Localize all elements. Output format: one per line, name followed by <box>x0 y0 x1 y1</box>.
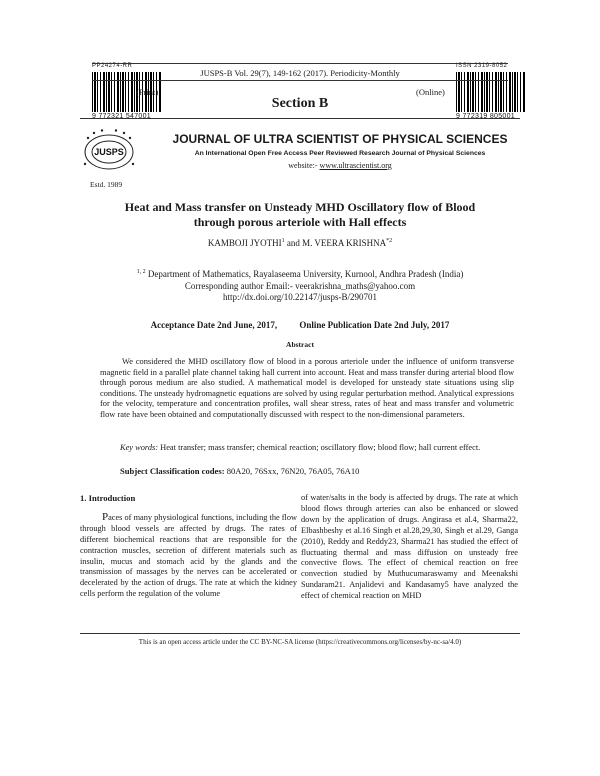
body-column-right <box>301 493 518 602</box>
author-1-affil-mark: 1 <box>281 238 285 244</box>
print-label: (Print) <box>136 87 159 97</box>
header-rule-top <box>92 63 508 64</box>
keywords <box>120 443 514 454</box>
paper-title <box>100 200 500 230</box>
author-list <box>100 238 500 248</box>
affiliation-block <box>100 267 500 304</box>
keywords-label: Key words: <box>120 443 159 452</box>
print-barcode-number: 9 772321 547001 <box>92 113 151 120</box>
journal-logo <box>80 128 138 174</box>
introduction-continued: of water/salts in the body is affected by drugs. The rate at which blood flows through arteries can also be enhanced or slowed down by the application of drugs. Angirasa et al.4, Sharma22, Elbashbeshy et al.16 Singh et al.28,29,30, Singh et al.29, Ganga (2010), Reddy and Reddy23, Sharma21 has studied the effect of fluctuating thermal and mass diffusion on unsteady free convective flows. The effect of chemical reaction on free convection studied by Muthucumaraswamy and Meenakshi Sundaram21. Anjalidevi and Kandasamy5 have analyzed the effect of chemical reaction on MHD <box>301 493 518 601</box>
introduction-paragraph: Paces of many physiological functions, including the flow through blood vessels are affected by drugs. The rates of different biochemical reactions that are responsible for the contraction muscles, secretion of different materials such as insulin, mucus and stomach acid by the glands and the transmission of massages by the nerves can be accelerated or decelerated by the action of drugs. The rate at which the kidney cells perform the regulation of the volume <box>80 510 297 599</box>
online-issn-code: ISSN 2319-8052 <box>456 63 508 69</box>
license-footer: This is an open access article under the CC BY-NC-SA license (https://creativecommons.org/licenses/by-nc-sa/4.0) <box>138 638 462 646</box>
abstract-heading: Abstract <box>286 340 314 349</box>
introduction-heading: 1. Introduction <box>80 493 136 503</box>
established-year: Estd. 1989 <box>90 180 123 189</box>
author-2: M. VEERA KRISHNA <box>302 238 387 248</box>
journal-citation: JUSPS-B Vol. 29(7), 149-162 (2017). Periodicity-Monthly <box>200 68 400 78</box>
online-publication-date: Online Publication Date 2nd July, 2017 <box>299 320 450 330</box>
header-rule-middle <box>92 80 508 81</box>
author-conjunction: and <box>284 238 303 248</box>
journal-subtitle: An International Open Free Access Peer Reviewed Research Journal of Physical Sciences <box>194 150 486 157</box>
author-1: KAMBOJI JYOTHI <box>207 238 282 248</box>
affiliation <box>100 267 500 281</box>
print-issn-code: PP24274-RR <box>92 63 133 69</box>
subject-classification <box>120 466 514 476</box>
acceptance-date: Acceptance Date 2nd June, 2017, <box>150 320 278 330</box>
paper-title-line1: Heat and Mass transfer on Unsteady MHD Oscillatory flow of Blood <box>124 200 476 214</box>
author-2-affil-mark: *2 <box>386 238 393 244</box>
website-label: website:- <box>288 161 318 170</box>
abstract-text: We considered the MHD oscillatory flow of blood in a porous arteriole under the influence of uniform transverse magnetic field in a parallel plate channel taking hall current into account. Heat and mass transfer during arterial blood flow through porous medium are also studied. A mathematical model is developed for unsteady state situations using slip conditions. The unsteady hydromagnetic equations are solved by using regular perturbation method. Analytical expressions for the velocity, temperature and concentration profiles, wall shear stress, rates of heat and mass transfer and volumetric flow rate have been obtained and computationally discussed with respect to the non-dimensional parameters. <box>100 357 514 419</box>
doi-link[interactable]: http://dx.doi.org/10.22147/jusps-B/290701 <box>222 292 378 302</box>
corresponding-author: Corresponding author Email:- veerakrishna_maths@yahoo.com <box>184 280 416 291</box>
publication-dates <box>80 320 520 330</box>
section-label: Section B <box>271 96 329 111</box>
keywords-list: Heat transfer; mass transfer; chemical reaction; oscillatory flow; blood flow; hall current effect. <box>158 443 481 452</box>
footer-rule <box>80 633 520 634</box>
website-link[interactable]: www.ultrascientist.org <box>319 161 392 170</box>
logo-text: JUSPS <box>94 147 124 157</box>
online-label: (Online) <box>416 87 445 97</box>
header-rule-bottom <box>80 118 520 119</box>
affiliation-mark: 1, 2 <box>136 269 146 275</box>
body-column-left <box>80 493 297 600</box>
journal-title: JOURNAL OF ULTRA SCIENTIST OF PHYSICAL SCIENCES <box>172 132 508 146</box>
subject-classification-label: Subject Classification codes: <box>120 466 225 476</box>
paper-title-line2: through porous arteriole with Hall effects <box>193 215 407 229</box>
online-barcode-number: 9 772319 805001 <box>456 113 515 120</box>
subject-classification-codes: 80A20, 76Sxx, 76N20, 76A05, 76A10 <box>224 466 360 476</box>
journal-website <box>150 161 530 170</box>
affiliation-text: Department of Mathematics, Rayalaseema University, Kurnool, Andhra Pradesh (India) <box>145 269 464 279</box>
